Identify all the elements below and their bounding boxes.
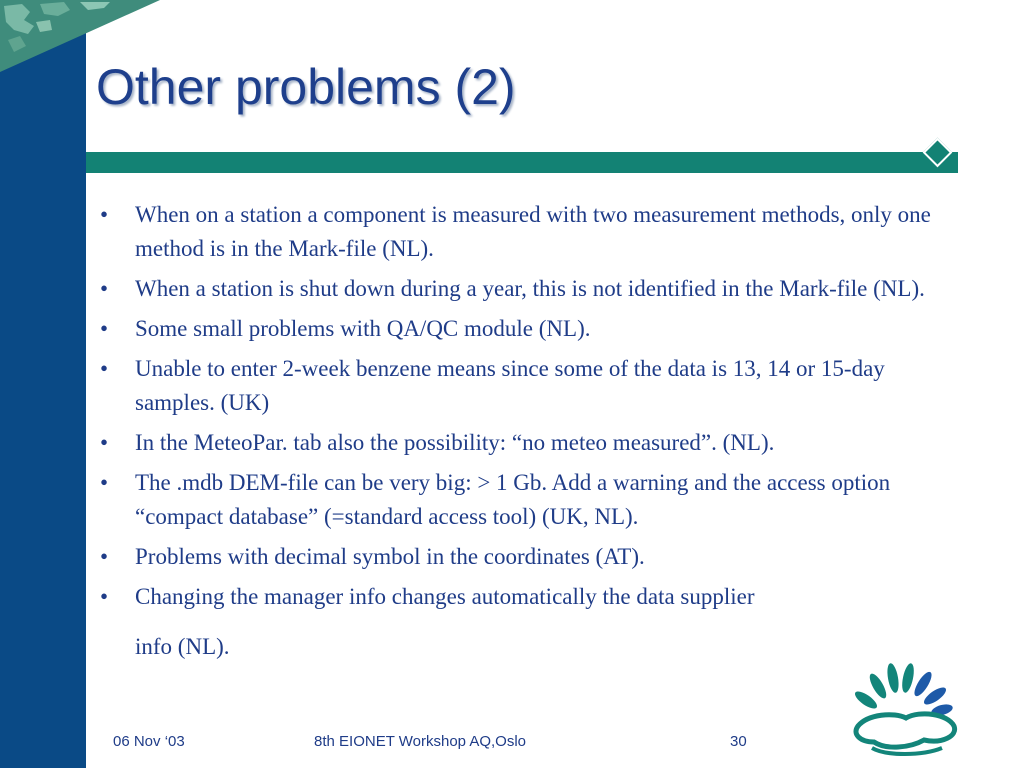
bullet-icon: •	[100, 430, 109, 455]
slide-title: Other problems (2)	[96, 59, 516, 115]
footer-page-number: 30	[730, 733, 747, 750]
footer-event-name: 8th EIONET Workshop AQ,Oslo	[314, 733, 527, 750]
bullet-icon: •	[100, 202, 109, 227]
bullet-text: When a station is shut down during a year, this is not identified in the Mark-file (NL).	[135, 276, 925, 301]
bullet-icon: •	[100, 544, 109, 569]
bullet-item	[100, 312, 960, 346]
bullet-item	[100, 540, 960, 574]
left-sidebar-band	[0, 0, 86, 768]
bullet-icon: •	[100, 584, 109, 609]
bullet-item	[100, 466, 960, 534]
bullet-item	[100, 426, 960, 460]
bullet-text-continuation: info (NL).	[135, 634, 230, 659]
footer-date: 06 Nov ‘03	[113, 733, 185, 750]
bullet-icon: •	[100, 276, 109, 301]
bullet-text: Some small problems with QA/QC module (NL).	[135, 316, 591, 341]
bullet-text: When on a station a component is measured with two measurement methods, only one method is in the Mark-file (NL).	[135, 202, 931, 261]
bullet-icon: •	[100, 316, 109, 341]
bullet-text: Changing the manager info changes automatically the data supplier	[135, 584, 755, 609]
bullet-icon: •	[100, 470, 109, 495]
bullet-text: The .mdb DEM-file can be very big: > 1 Gb. Add a warning and the access option “compact database” (=standard access tool) (UK, NL).	[135, 470, 891, 529]
eionet-leaf-logo	[846, 652, 966, 762]
bullet-icon: •	[100, 356, 109, 381]
bullet-text: In the MeteoPar. tab also the possibility: “no meteo measured”. (NL).	[135, 430, 775, 455]
bullet-list	[100, 198, 960, 670]
bullet-item	[100, 352, 960, 420]
bullet-item	[100, 272, 960, 306]
bullet-text: Unable to enter 2-week benzene means since some of the data is 13, 14 or 15-day samples. (UK)	[135, 356, 885, 415]
bullet-text: Problems with decimal symbol in the coordinates (AT).	[135, 544, 645, 569]
title-divider-bar	[86, 152, 958, 173]
bullet-item	[100, 580, 960, 664]
bullet-item	[100, 198, 960, 266]
